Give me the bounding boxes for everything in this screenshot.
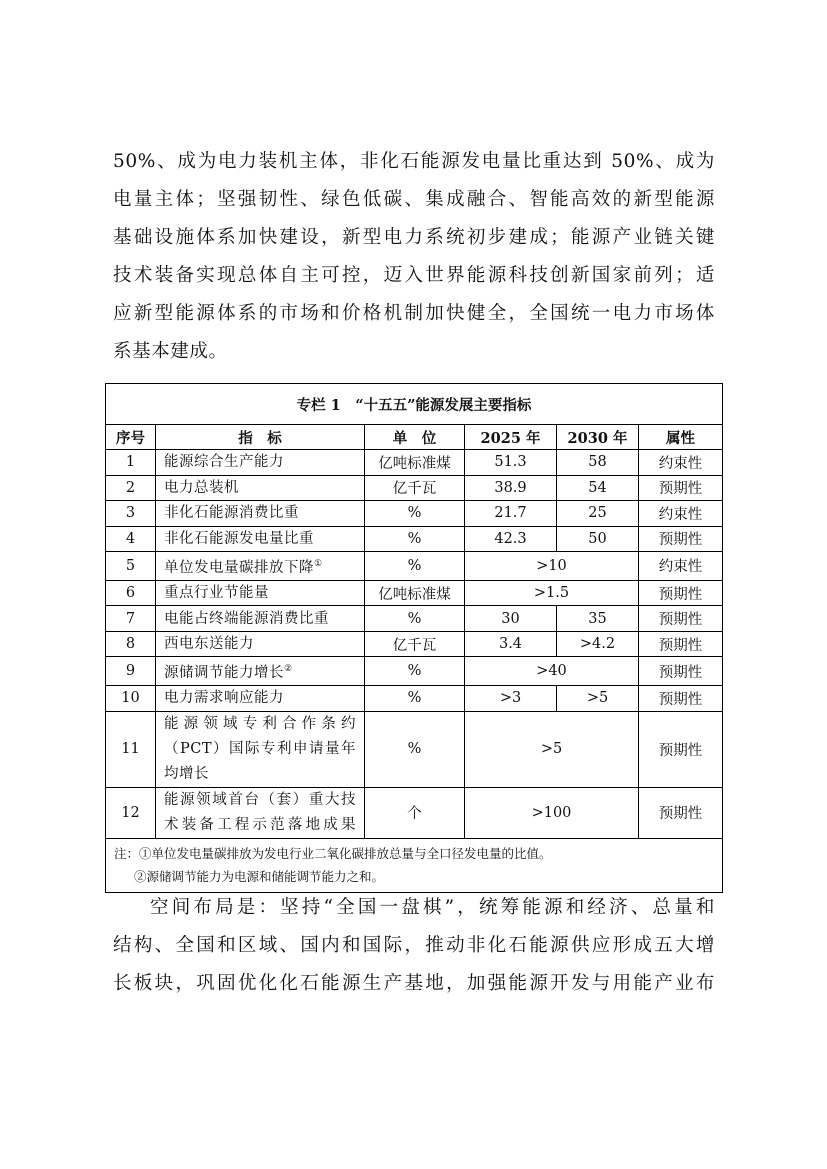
row-attribute: 预期性 bbox=[639, 580, 723, 606]
text-line: 长板块，巩固优化化石能源生产基地，加强能源开发与用能产业布 bbox=[113, 973, 715, 994]
table-row bbox=[106, 526, 723, 552]
text-line: 电量主体；坚强韧性、绿色低碳、集成融合、智能高效的新型能源 bbox=[113, 189, 715, 210]
row-no: 3 bbox=[106, 501, 156, 527]
row-indicator: 非化石能源发电量比重 bbox=[156, 526, 365, 552]
row-attribute: 预期性 bbox=[639, 787, 723, 838]
table-row bbox=[106, 787, 723, 838]
header-2030: 2030 年 bbox=[557, 425, 639, 450]
row-indicator: 重点行业节能量 bbox=[156, 580, 365, 606]
row-attribute: 预期性 bbox=[639, 657, 723, 686]
row-attribute: 约束性 bbox=[639, 450, 723, 476]
table-row bbox=[106, 450, 723, 476]
row-indicator-line: 能源领域首台（套）重大技 bbox=[164, 791, 356, 808]
text-line: 技术装备实现总体自主可控，迈入世界能源科技创新国家前列；适 bbox=[113, 265, 715, 286]
row-unit: % bbox=[365, 657, 465, 686]
text-line: 50%、成为电力装机主体，非化石能源发电量比重达到 50%、成为 bbox=[113, 151, 715, 172]
row-attribute: 约束性 bbox=[639, 552, 723, 581]
row-target-merged: >5 bbox=[465, 711, 639, 787]
row-indicator: 电力总装机 bbox=[156, 475, 365, 501]
row-2025: 51.3 bbox=[465, 450, 557, 476]
row-unit: % bbox=[365, 686, 465, 712]
footnote-marker: ① bbox=[314, 559, 323, 569]
row-attribute: 约束性 bbox=[639, 501, 723, 527]
row-indicator bbox=[156, 552, 365, 581]
row-unit: 亿千瓦 bbox=[365, 631, 465, 657]
row-attribute: 预期性 bbox=[639, 631, 723, 657]
body-paragraph-2 bbox=[113, 889, 715, 1003]
row-2030: 58 bbox=[557, 450, 639, 476]
row-unit: 亿千瓦 bbox=[365, 475, 465, 501]
footnote-marker: ② bbox=[284, 664, 293, 675]
row-2030: 35 bbox=[557, 606, 639, 632]
row-no: 4 bbox=[106, 526, 156, 552]
row-2030: 25 bbox=[557, 501, 639, 527]
text-line: 系基本建成。 bbox=[113, 341, 228, 362]
row-unit: % bbox=[365, 711, 465, 787]
row-no: 8 bbox=[106, 631, 156, 657]
header-unit: 单 位 bbox=[365, 425, 465, 450]
row-indicator-line: （PCT）国际专利申请量年 bbox=[164, 740, 356, 757]
row-indicator-line: 均增长 bbox=[164, 765, 209, 782]
table-notes bbox=[106, 838, 723, 892]
row-target-merged: >1.5 bbox=[465, 580, 639, 606]
table-row bbox=[106, 475, 723, 501]
row-no: 1 bbox=[106, 450, 156, 476]
row-indicator-text: 源储调节能力增长 bbox=[164, 665, 284, 682]
note-line: ②源储调节能力为电源和储能调节能力之和。 bbox=[134, 868, 385, 884]
row-attribute: 预期性 bbox=[639, 606, 723, 632]
row-indicator-line: 能源领域专利合作条约 bbox=[164, 715, 356, 732]
row-no: 7 bbox=[106, 606, 156, 632]
table-row bbox=[106, 580, 723, 606]
row-target-merged: >40 bbox=[465, 657, 639, 686]
header-attribute: 属性 bbox=[639, 425, 723, 450]
header-2025: 2025 年 bbox=[465, 425, 557, 450]
table-row bbox=[106, 552, 723, 581]
row-indicator: 电能占终端能源消费比重 bbox=[156, 606, 365, 632]
row-no: 9 bbox=[106, 657, 156, 686]
row-unit: 个 bbox=[365, 787, 465, 838]
row-2025: 3.4 bbox=[465, 631, 557, 657]
row-attribute: 预期性 bbox=[639, 686, 723, 712]
table-row bbox=[106, 711, 723, 787]
table-row bbox=[106, 631, 723, 657]
row-no: 12 bbox=[106, 787, 156, 838]
note-line: 注：①单位发电量碳排放为发电行业二氧化碳排放总量与全口径发电量的比值。 bbox=[114, 845, 552, 861]
row-indicator bbox=[156, 711, 365, 787]
indicator-table bbox=[105, 383, 723, 893]
row-indicator: 西电东送能力 bbox=[156, 631, 365, 657]
row-2030: 54 bbox=[557, 475, 639, 501]
row-indicator: 能源综合生产能力 bbox=[156, 450, 365, 476]
row-no: 6 bbox=[106, 580, 156, 606]
row-indicator: 电力需求响应能力 bbox=[156, 686, 365, 712]
row-unit: 亿吨标准煤 bbox=[365, 580, 465, 606]
row-unit: % bbox=[365, 526, 465, 552]
text-line: 应新型能源体系的市场和价格机制加快健全，全国统一电力市场体 bbox=[113, 303, 715, 324]
row-no: 2 bbox=[106, 475, 156, 501]
row-indicator: 非化石能源消费比重 bbox=[156, 501, 365, 527]
row-2030: 50 bbox=[557, 526, 639, 552]
row-target-merged: >10 bbox=[465, 552, 639, 581]
row-unit: % bbox=[365, 501, 465, 527]
row-attribute: 预期性 bbox=[639, 711, 723, 787]
text-line: 空间布局是：坚持“全国一盘棋”，统筹能源和经济、总量和 bbox=[150, 897, 715, 918]
row-2025: 21.7 bbox=[465, 501, 557, 527]
row-2030: >4.2 bbox=[557, 631, 639, 657]
row-2025: 38.9 bbox=[465, 475, 557, 501]
table-row bbox=[106, 501, 723, 527]
row-no: 5 bbox=[106, 552, 156, 581]
text-line: 基础设施体系加快建设，新型电力系统初步建成；能源产业链关键 bbox=[113, 227, 715, 248]
row-no: 11 bbox=[106, 711, 156, 787]
row-attribute: 预期性 bbox=[639, 475, 723, 501]
table-header-row bbox=[106, 425, 723, 450]
table-row bbox=[106, 606, 723, 632]
row-indicator-text: 单位发电量碳排放下降 bbox=[164, 559, 314, 576]
row-no: 10 bbox=[106, 686, 156, 712]
row-unit: 亿吨标准煤 bbox=[365, 450, 465, 476]
header-no: 序号 bbox=[106, 425, 156, 450]
header-indicator: 指 标 bbox=[156, 425, 365, 450]
text-line: 结构、全国和区域、国内和国际，推动非化石能源供应形成五大增 bbox=[113, 935, 715, 956]
table-notes-row bbox=[106, 838, 723, 892]
row-2030: >5 bbox=[557, 686, 639, 712]
row-2025: >3 bbox=[465, 686, 557, 712]
table-title: 专栏 1 “十五五”能源发展主要指标 bbox=[106, 384, 723, 425]
table-row bbox=[106, 657, 723, 686]
body-paragraph-1 bbox=[113, 143, 715, 371]
row-indicator-line: 术装备工程示范落地成果 bbox=[164, 816, 356, 833]
row-unit: % bbox=[365, 606, 465, 632]
row-2025: 42.3 bbox=[465, 526, 557, 552]
row-2025: 30 bbox=[465, 606, 557, 632]
row-indicator bbox=[156, 657, 365, 686]
row-indicator bbox=[156, 787, 365, 838]
row-attribute: 预期性 bbox=[639, 526, 723, 552]
table-row bbox=[106, 686, 723, 712]
row-target-merged: >100 bbox=[465, 787, 639, 838]
row-unit: % bbox=[365, 552, 465, 581]
